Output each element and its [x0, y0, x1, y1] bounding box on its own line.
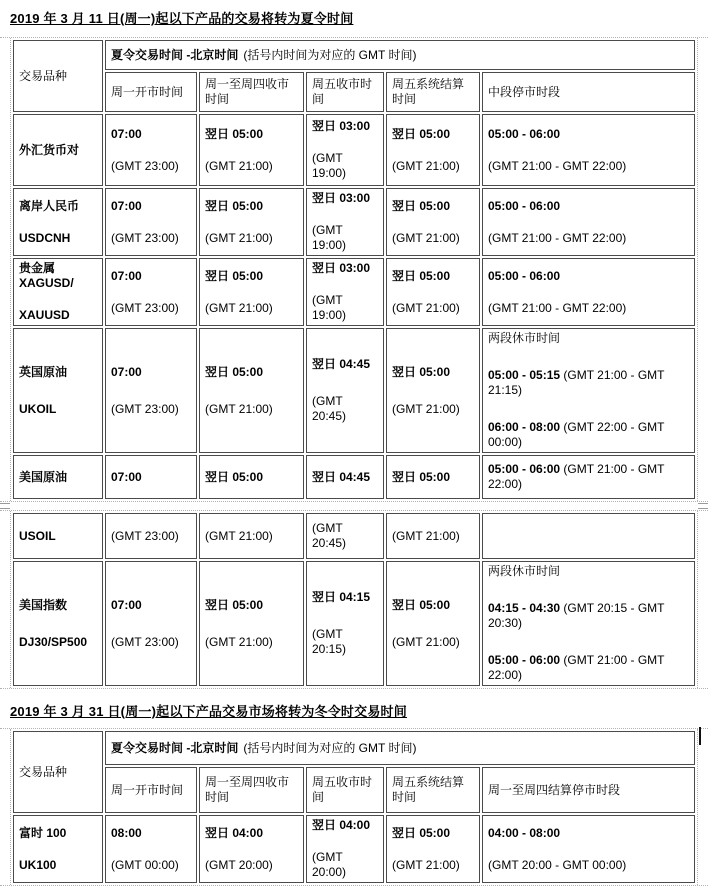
summer-table-section-bottom [0, 510, 708, 689]
cell-mon-thu-close: 翌日 05:00 (GMT 21:00) [199, 188, 304, 256]
row-ftse100 [13, 815, 695, 883]
row-us-oil-bottom [13, 513, 695, 559]
cell-mid-break: 两段休市时间 05:00 - 05:15 (GMT 21:00 - GMT 21:15) 06:00 - 08:00 (GMT 22:00 - GMT 00:00) [482, 328, 695, 453]
cell-friday-settlement: 翌日 05:00 [386, 455, 480, 499]
header-mid-break: 中段停市时段 [482, 72, 695, 112]
page-edge-mark-left [0, 503, 10, 509]
cell-product: 英国原油 UKOIL [13, 328, 103, 453]
cell-product: 美国指数 DJ30/SP500 [13, 561, 103, 686]
row-offshore-rmb [13, 188, 695, 256]
cell-mon-thu-close: 翌日 05:00 (GMT 21:00) [199, 561, 304, 686]
cell-friday-settlement: 翌日 05:00 (GMT 21:00) [386, 815, 480, 883]
cell-friday-settlement: 翌日 05:00 (GMT 21:00) [386, 328, 480, 453]
winter-table-section [0, 728, 708, 886]
header-trading-product: 交易品种 [13, 731, 103, 813]
cell-monday-open: 07:00 (GMT 23:00) [105, 561, 197, 686]
cell-friday-close: 翌日 04:15 (GMT 20:15) [306, 561, 384, 686]
cell-monday-open: (GMT 23:00) [105, 513, 197, 559]
summer-time-title: 2019 年 3 月 11 日(周一)起以下产品的交易将转为夏令时间 [10, 11, 354, 26]
cell-mid-break: 05:00 - 06:00 (GMT 21:00 - GMT 22:00) [482, 258, 695, 326]
header-friday-settlement: 周五系统结算时间 [386, 767, 480, 813]
cell-mon-thu-close: 翌日 05:00 (GMT 21:00) [199, 328, 304, 453]
header-gmt-note: (括号内时间为对应的 GMT 时间) [243, 47, 417, 62]
cell-friday-settlement: 翌日 05:00 (GMT 21:00) [386, 114, 480, 186]
cell-mon-thu-close: 翌日 05:00 (GMT 21:00) [199, 114, 304, 186]
cell-mon-thu-close: (GMT 21:00) [199, 513, 304, 559]
cell-friday-settlement: (GMT 21:00) [386, 513, 480, 559]
cell-product: 贵金属 XAGUSD/ XAUUSD [13, 258, 103, 326]
cell-friday-close: 翌日 03:00 (GMT 19:00) [306, 114, 384, 186]
cell-mon-thu-close: 翌日 05:00 [199, 455, 304, 499]
header-monday-open: 周一开市时间 [105, 767, 197, 813]
cell-monday-open: 07:00 (GMT 23:00) [105, 114, 197, 186]
row-precious-metals [13, 258, 695, 326]
winter-time-title: 2019 年 3 月 31 日(周一)起以下产品交易市场将转为冬令时交易时间 [10, 704, 407, 719]
row-us-oil-top [13, 455, 695, 499]
cell-product: 富时 100 UK100 [13, 815, 103, 883]
table-header-row-1 [13, 731, 695, 765]
cell-mon-thu-close: 翌日 04:00 (GMT 20:00) [199, 815, 304, 883]
header-friday-close: 周五收市时间 [306, 767, 384, 813]
summer-table-section-top [0, 37, 708, 502]
cell-mon-thu-settle-break: 04:00 - 08:00 (GMT 20:00 - GMT 00:00) [482, 815, 695, 883]
summer-schedule-table-top [10, 38, 698, 501]
cell-monday-open: 08:00 (GMT 00:00) [105, 815, 197, 883]
cell-friday-close: 翌日 04:00 (GMT 20:00) [306, 815, 384, 883]
header-summer-beijing-time-bold: 夏令交易时间 -北京时间 [111, 740, 239, 755]
cell-product: USOIL [13, 513, 103, 559]
table-header-row-1 [13, 40, 695, 70]
cell-mid-break: 05:00 - 06:00 (GMT 21:00 - GMT 22:00) [482, 455, 695, 499]
table-header-row-2 [13, 72, 695, 112]
cell-friday-close: 翌日 04:45 [306, 455, 384, 499]
cell-friday-close: 翌日 03:00 (GMT 19:00) [306, 188, 384, 256]
header-summer-beijing-time [105, 40, 695, 70]
header-friday-settlement: 周五系统结算时间 [386, 72, 480, 112]
cell-product: 外汇货币对 [13, 114, 103, 186]
row-forex-pairs [13, 114, 695, 186]
winter-schedule-table [10, 729, 698, 885]
header-summer-beijing-time [105, 731, 695, 765]
cell-mid-break: 05:00 - 06:00 (GMT 21:00 - GMT 22:00) [482, 188, 695, 256]
cell-monday-open: 07:00 (GMT 23:00) [105, 188, 197, 256]
cell-friday-settlement: 翌日 05:00 (GMT 21:00) [386, 561, 480, 686]
page-break-gap [0, 502, 708, 510]
cell-monday-open: 07:00 (GMT 23:00) [105, 328, 197, 453]
header-trading-product: 交易品种 [13, 40, 103, 112]
cell-friday-settlement: 翌日 05:00 (GMT 21:00) [386, 188, 480, 256]
header-monday-open: 周一开市时间 [105, 72, 197, 112]
cell-monday-open: 07:00 [105, 455, 197, 499]
word-document-page [0, 8, 708, 886]
cell-mid-break [482, 513, 695, 559]
page-edge-mark-right [698, 503, 708, 509]
table-header-row-2 [13, 767, 695, 813]
header-mon-thu-settle-break: 周一至周四结算停市时段 [482, 767, 695, 813]
cell-mon-thu-close: 翌日 05:00 (GMT 21:00) [199, 258, 304, 326]
cell-mid-break: 两段休市时间 04:15 - 04:30 (GMT 20:15 - GMT 20:30) 05:00 - 06:00 (GMT 21:00 - GMT 22:00) [482, 561, 695, 686]
header-mon-thu-close: 周一至周四收市时间 [199, 767, 304, 813]
header-gmt-note: (括号内时间为对应的 GMT 时间) [243, 740, 417, 755]
row-us-indices [13, 561, 695, 686]
cell-product: 离岸人民币 USDCNH [13, 188, 103, 256]
cell-friday-settlement: 翌日 05:00 (GMT 21:00) [386, 258, 480, 326]
summer-schedule-table-bottom [10, 511, 698, 688]
cell-friday-close: 翌日 04:45 (GMT 20:45) [306, 328, 384, 453]
header-friday-close: 周五收市时间 [306, 72, 384, 112]
text-cursor [699, 727, 701, 745]
cell-friday-close: (GMT 20:45) [306, 513, 384, 559]
row-uk-oil [13, 328, 695, 453]
cell-mid-break: 05:00 - 06:00 (GMT 21:00 - GMT 22:00) [482, 114, 695, 186]
cell-monday-open: 07:00 (GMT 23:00) [105, 258, 197, 326]
cell-friday-close: 翌日 03:00 (GMT 19:00) [306, 258, 384, 326]
cell-product: 美国原油 [13, 455, 103, 499]
header-mon-thu-close: 周一至周四收市时间 [199, 72, 304, 112]
header-summer-beijing-time-bold: 夏令交易时间 -北京时间 [111, 47, 239, 62]
